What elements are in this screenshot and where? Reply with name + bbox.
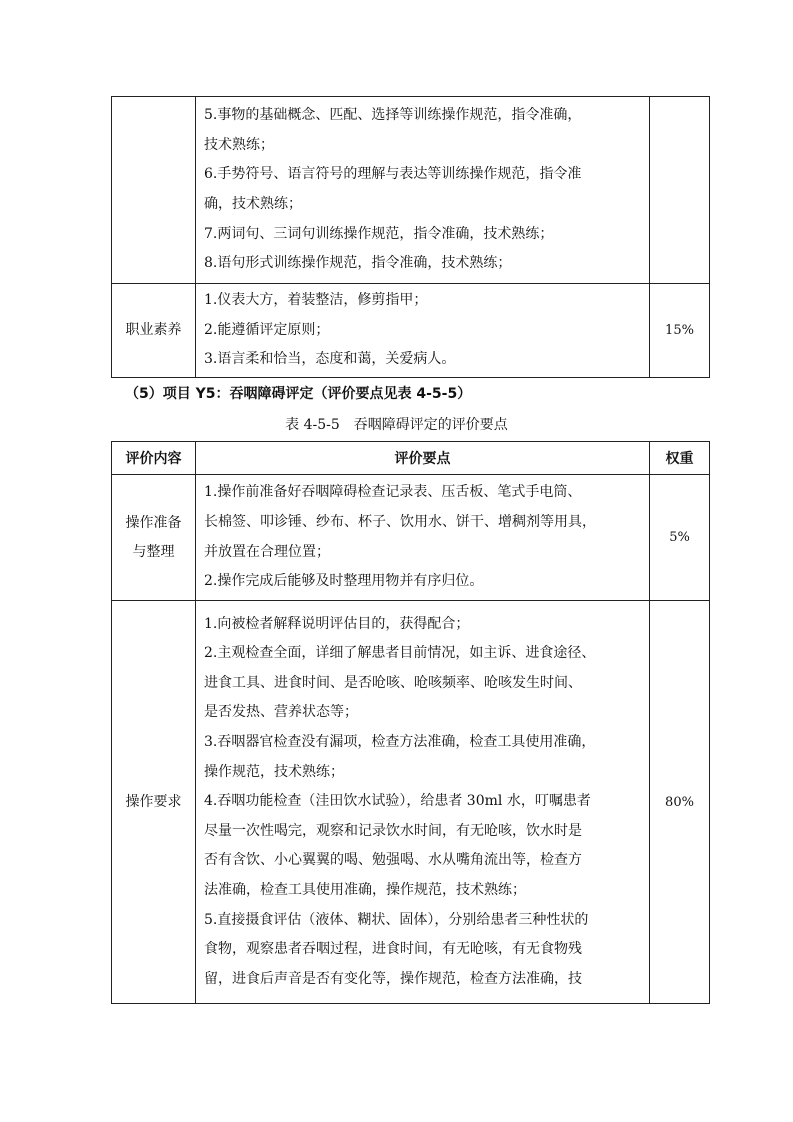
table-row: [112, 97, 710, 284]
header-weight: 权重: [650, 442, 710, 475]
category-cell: [112, 97, 196, 284]
point-line: 确，技术熟练；: [204, 196, 302, 212]
header-evaluation-content: 评价内容: [112, 442, 196, 475]
table-caption: 表 4-5-5 吞咽障碍评定的评价要点: [285, 417, 508, 433]
point-line: 并放置在合理位置；: [204, 543, 330, 560]
points-cell: [196, 284, 650, 378]
table-row: [112, 601, 710, 1004]
point-line: 7.两词句、三词句训练操作规范，指令准确，技术熟练；: [204, 225, 554, 242]
category-cell: 职业素养: [112, 284, 196, 378]
evaluation-table: [111, 441, 710, 1004]
point-line: 8.语句形式训练操作规范，指令准确，技术熟练；: [204, 255, 512, 272]
point-line: 5.事物的基础概念、匹配、选择等训练操作规范，指令准确，: [204, 107, 582, 124]
point-line: 5.直接摄食评估（液体、糊状、固体），分别给患者三种性状的: [204, 911, 589, 928]
weight-cell: 15%: [650, 284, 710, 378]
point-line: 进食工具、进食时间、是否呛咳、呛咳频率、呛咳发生时间、: [204, 674, 582, 691]
weight-cell: 5%: [650, 475, 710, 601]
point-line: 2.能遵循评定原则；: [204, 321, 330, 338]
category-cell: [112, 475, 196, 601]
category-line: 操作准备: [125, 514, 182, 531]
header-evaluation-points: 评价要点: [196, 442, 650, 475]
table-row: [112, 475, 710, 601]
point-line: 1.仪表大方，着装整洁，修剪指甲；: [204, 292, 428, 309]
point-line: 6.手势符号、语言符号的理解与表达等训练操作规范，指令准: [204, 166, 582, 183]
table-row: [112, 284, 710, 378]
point-line: 1.向被检者解释说明评估目的，获得配合；: [204, 615, 470, 632]
category-cell: [112, 601, 196, 1004]
point-line: 长棉签、叩诊锤、纱布、杯子、饮用水、饼干、增稠剂等用具，: [204, 513, 596, 530]
point-line: 4.吞咽功能检查（洼田饮水试验），给患者 30ml 水，叮嘱患者: [204, 793, 591, 810]
section-heading: （5）项目 Y5：吞咽障碍评定（评价要点见表 4-5-5）: [125, 386, 472, 402]
point-line: 否有含饮、小心翼翼的喝、勉强喝、水从嘴角流出等，检查方: [204, 852, 582, 869]
category-line: 与整理: [132, 543, 175, 560]
continued-table: [111, 96, 710, 378]
weight-cell: 80%: [650, 601, 710, 1004]
point-line: 3.吞咽器官检查没有漏项，检查方法准确，检查工具使用准确，: [204, 734, 596, 751]
point-line: 1.操作前准备好吞咽障碍检查记录表、压舌板、笔式手电筒、: [204, 484, 582, 501]
category-line: 操作要求: [125, 793, 182, 810]
table-header-row: [112, 442, 710, 475]
points-cell: [196, 475, 650, 601]
point-line: 操作规范，技术熟练；: [204, 763, 344, 780]
point-line: 技术熟练；: [204, 136, 274, 153]
point-line: 食物，观察患者吞咽过程，进食时间，有无呛咳，有无食物残: [204, 941, 582, 958]
point-line: 尽量一次性喝完，观察和记录饮水时间，有无呛咳，饮水时是: [204, 822, 582, 839]
weight-cell: [650, 97, 710, 284]
point-line: 法准确，检查工具使用准确，操作规范，技术熟练；: [204, 881, 526, 898]
points-cell: [196, 97, 650, 284]
points-cell: [196, 601, 650, 1004]
point-line: 留，进食后声音是否有变化等，操作规范，检查方法准确，技: [204, 970, 582, 987]
point-line: 2.操作完成后能够及时整理用物并有序归位。: [204, 573, 484, 590]
point-line: 是否发热、营养状态等；: [204, 704, 358, 721]
point-line: 2.主观检查全面，详细了解患者目前情况，如主诉、进食途径、: [204, 645, 596, 662]
point-line: 3.语言柔和恰当，态度和蔼，关爱病人。: [204, 351, 456, 368]
